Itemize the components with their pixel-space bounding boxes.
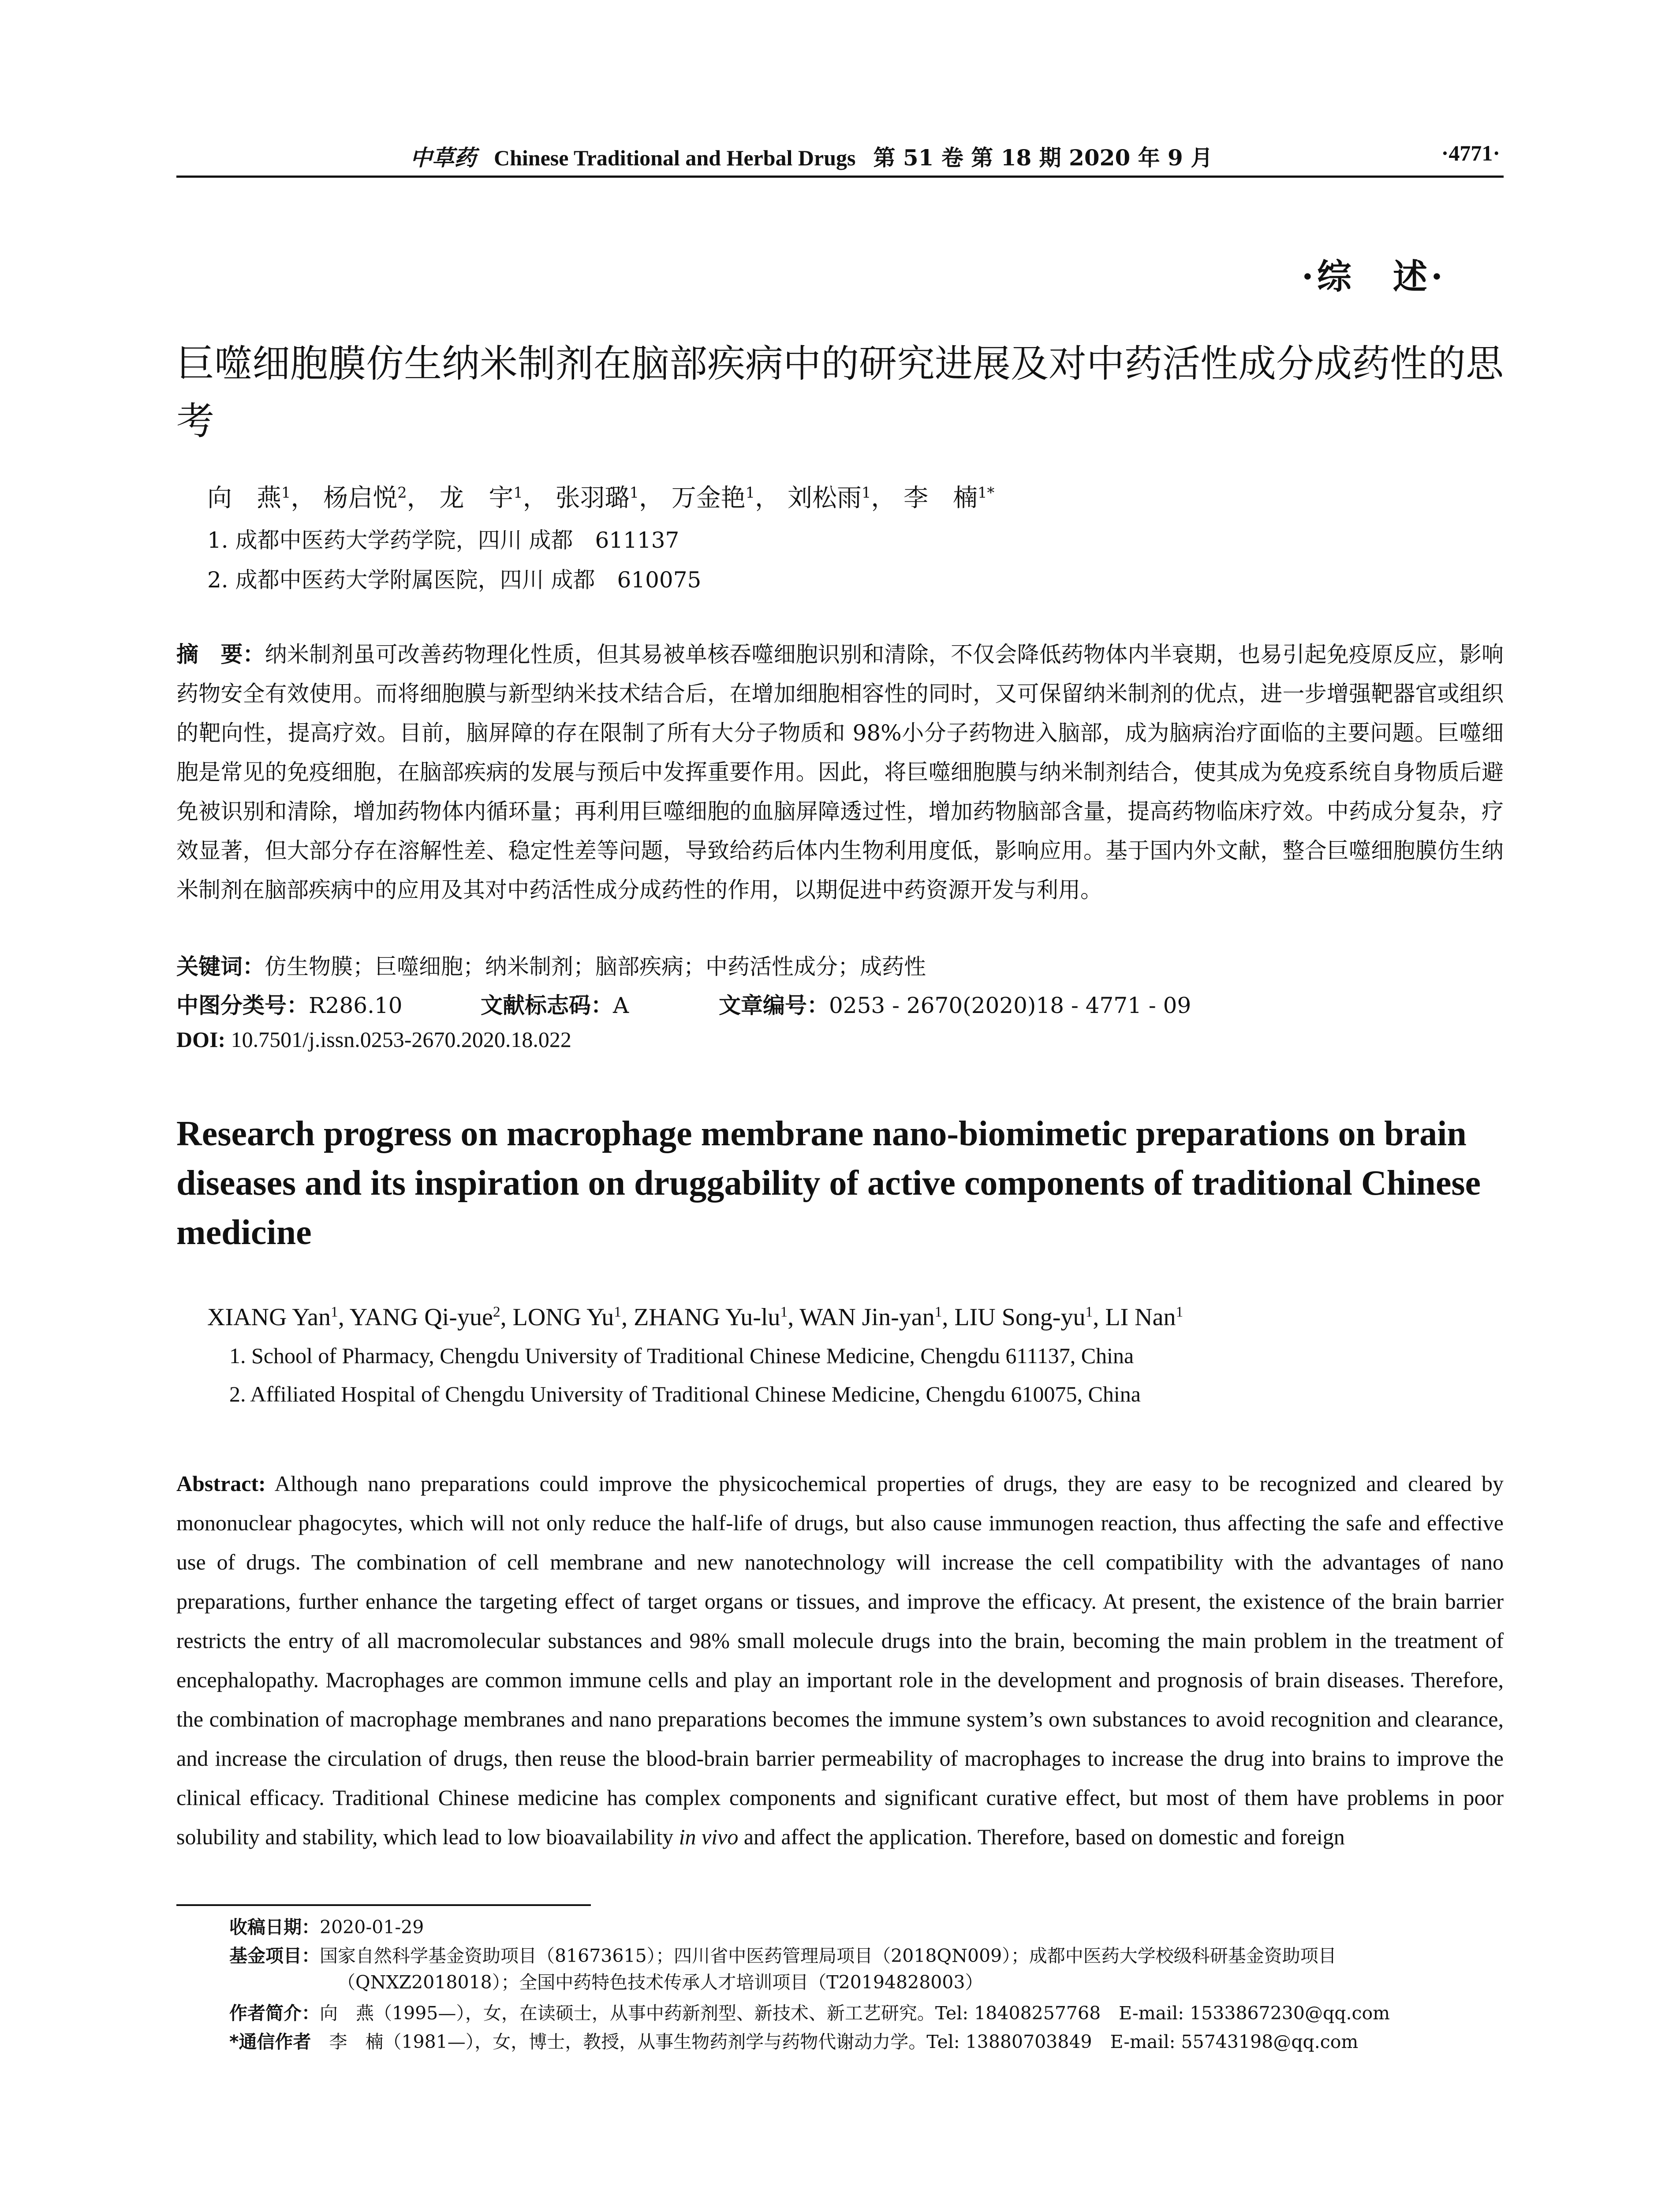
footnote-rule (176, 1904, 591, 1906)
journal-en-name: Chinese Traditional and Herbal Drugs (494, 146, 856, 170)
fund-label: 基金项目： (229, 1945, 320, 1966)
author-label: 作者简介： (229, 2003, 320, 2024)
en-author: LI Nan$^1$ (1105, 1304, 1183, 1331)
cn-author: 向 燕$^1$， (207, 484, 316, 512)
cn-affiliation-1: 1. 成都中医药大学药学院，四川 成都 611137 (207, 527, 679, 553)
doc-code-value: A (613, 993, 629, 1018)
doc-code-label: 文献标志码： (481, 993, 613, 1018)
en-author: LIU Song-$yu^1$, (954, 1304, 1105, 1331)
en-author: XIANG Yan$^1$, (207, 1304, 350, 1331)
en-abstract-text: Although nano preparations could improve the physicochemical properties of drugs, they are easy to be recognized and cleared by mononuclear phagocytes, which will not only reduce the half-life of drugs, but also cause immunogen reaction, thus affecting the safe and effective use of drugs. The combination of cell membrane and new nanotechnology will increase the cell compatibility with the advantages of nano preparations, further enhance the targeting effect of target organs or tissues, and improve the efficacy. At present, the existence of the brain barrier restricts the entry of all macromolecular substances and 98% small molecule drugs into the brain, becoming the main problem in the treatment of encephalopathy. Macrophages are common immune cells and play an important role in the development and prognosis of brain diseases. Therefore, the combination of macrophage membranes and nano preparations becomes the immune system’s own substances to avoid recognition and clearance, and increase the circulation of drugs, then reuse the blood-brain barrier permeability of macrophages to increase the drug into brains to improve the clinical efficacy. Traditional Chinese medicine has complex components and significant curative effect, but most of them have problems in poor solubility and stability, which lead to low bioavailability (176, 1471, 1504, 1849)
cn-author: 刘松雨$^1$， (787, 484, 896, 512)
corresponding-label: *通信作者 (229, 2031, 311, 2052)
footnote-received (229, 1914, 1508, 1940)
en-author: ZHANG $Yu-lu^1$, (634, 1304, 800, 1331)
en-author: YANG Qi-yue$^2$, (349, 1304, 513, 1331)
cn-author: 万金艳$^1$， (671, 484, 780, 512)
received-label: 收稿日期： (229, 1917, 320, 1938)
en-abstract-label: Abstract: (176, 1471, 266, 1496)
keywords (176, 949, 926, 981)
footnote-fund (229, 1943, 1508, 1996)
article-number-label: 文章编号： (719, 993, 829, 1018)
clc-label: 中图分类号： (176, 993, 309, 1018)
keywords-label: 关键词： (176, 954, 265, 979)
classification-row (176, 988, 403, 1020)
issue-info: 第 51 卷 第 18 期 2020 年 9 月 (873, 145, 1213, 171)
cn-affiliation-2: 2. 成都中医药大学附属医院，四川 成都 610075 (207, 567, 702, 593)
en-affiliation-1: 1. School of Pharmacy, Chengdu University of Traditional Chinese Medicine, Chengdu 611137, China (229, 1343, 1134, 1368)
running-header (410, 140, 1213, 172)
footnote-author (229, 2000, 1508, 2026)
clc-value: R286.10 (309, 993, 403, 1018)
en-affiliation-2: 2. Affiliated Hospital of Chengdu University of Traditional Chinese Medicine, Chengdu 610075, China (229, 1382, 1141, 1406)
doi-label: DOI: (176, 1027, 226, 1052)
doi (176, 1027, 571, 1052)
header-rule (176, 176, 1504, 178)
cn-author: 张羽璐$^1$， (555, 484, 664, 512)
cn-author: 杨启悦$^2$， (323, 484, 432, 512)
cn-title: 巨噬细胞膜仿生纳米制剂在脑部疾病中的研究进展及对中药活性成分成药性的思考 (176, 342, 1504, 443)
footnote-corresponding (229, 2029, 1508, 2055)
received-date: 2020-01-29 (320, 1917, 424, 1938)
doi-value[interactable]: 10.7501/j.issn.0253-2670.2020.18.022 (231, 1027, 571, 1052)
article-number (719, 988, 1191, 1020)
en-authors (207, 1303, 1183, 1331)
cn-authors (207, 478, 994, 514)
cn-abstract-label: 摘 要： (176, 642, 265, 667)
journal-cn-name: 中草药 (410, 145, 476, 171)
author-bio: 向 燕（1995—），女，在读硕士，从事中药新剂型、新技术、新工艺研究。Tel: 18408257768 E-mail: 1533867230@qq.com (320, 2003, 1390, 2024)
en-abstract-italic: in vivo (679, 1824, 739, 1849)
section-tag: ·综 述· (1301, 257, 1446, 297)
corresponding-bio: 李 楠（1981—），女，博士，教授，从事生物药剂学与药物代谢动力学。Tel: 13880703849 E-mail: 55743198@qq.com (329, 2031, 1359, 2052)
keywords-text: 仿生物膜；巨噬细胞；纳米制剂；脑部疾病；中药活性成分；成药性 (265, 954, 926, 979)
doc-code (481, 988, 629, 1020)
en-author: LONG Yu$^1$, (512, 1304, 634, 1331)
cn-abstract (176, 635, 1504, 910)
fund-text-1: 国家自然科学基金资助项目（81673615）；四川省中医药管理局项目（2018QN009）；成都中医药大学校级科研基金资助项目 (320, 1945, 1337, 1966)
cn-abstract-text: 纳米制剂虽可改善药物理化性质，但其易被单核吞噬细胞识别和清除，不仅会降低药物体内半衰期，也易引起免疫原反应，影响药物安全有效使用。而将细胞膜与新型纳米技术结合后，在增加细胞相容性的同时，又可保留纳米制剂的优点，进一步增强靶器官或组织的靶向性，提高疗效。目前，脑屏障的存在限制了所有大分子物质和 98%小分子药物进入脑部，成为脑病治疗面临的主要问题。巨噬细胞是常见的免疫细胞，在脑部疾病的发展与预后中发挥重要作用。因此，将巨噬细胞膜与纳米制剂结合，使其成为免疫系统自身物质后避免被识别和清除，增加药物体内循环量；再利用巨噬细胞的血脑屏障透过性，增加药物脑部含量，提高药物临床疗效。中药成分复杂，疗效显著，但大部分存在溶解性差、稳定性差等问题，导致给药后体内生物利用度低，影响应用。基于国内外文献，整合巨噬细胞膜仿生纳米制剂在脑部疾病中的应用及其对中药活性成分成药性的作用，以期促进中药资源开发与利用。 (176, 642, 1504, 903)
article-number-value: 0253 - 2670(2020)18 - 4771 - 09 (829, 993, 1191, 1018)
en-abstract (176, 1464, 1504, 1857)
en-title: Research progress on macrophage membrane nano-biomimetic preparations on brain diseases and its inspiration on druggability of active components of traditional Chinese medicine (176, 1114, 1481, 1252)
fund-text-2: （QNXZ2018018）；全国中药特色技术传承人才培训项目（T20194828003） (337, 1972, 983, 1993)
cn-author: 龙 宇$^1$， (439, 484, 548, 512)
page-number: ·4771· (1441, 141, 1500, 165)
en-abstract-text-end: and affect the application. Therefore, based on domestic and foreign (743, 1824, 1345, 1849)
cn-author: 李 楠$^{1*}$ (903, 484, 995, 512)
en-author: WAN Jin-yan$^1$, (799, 1304, 955, 1331)
